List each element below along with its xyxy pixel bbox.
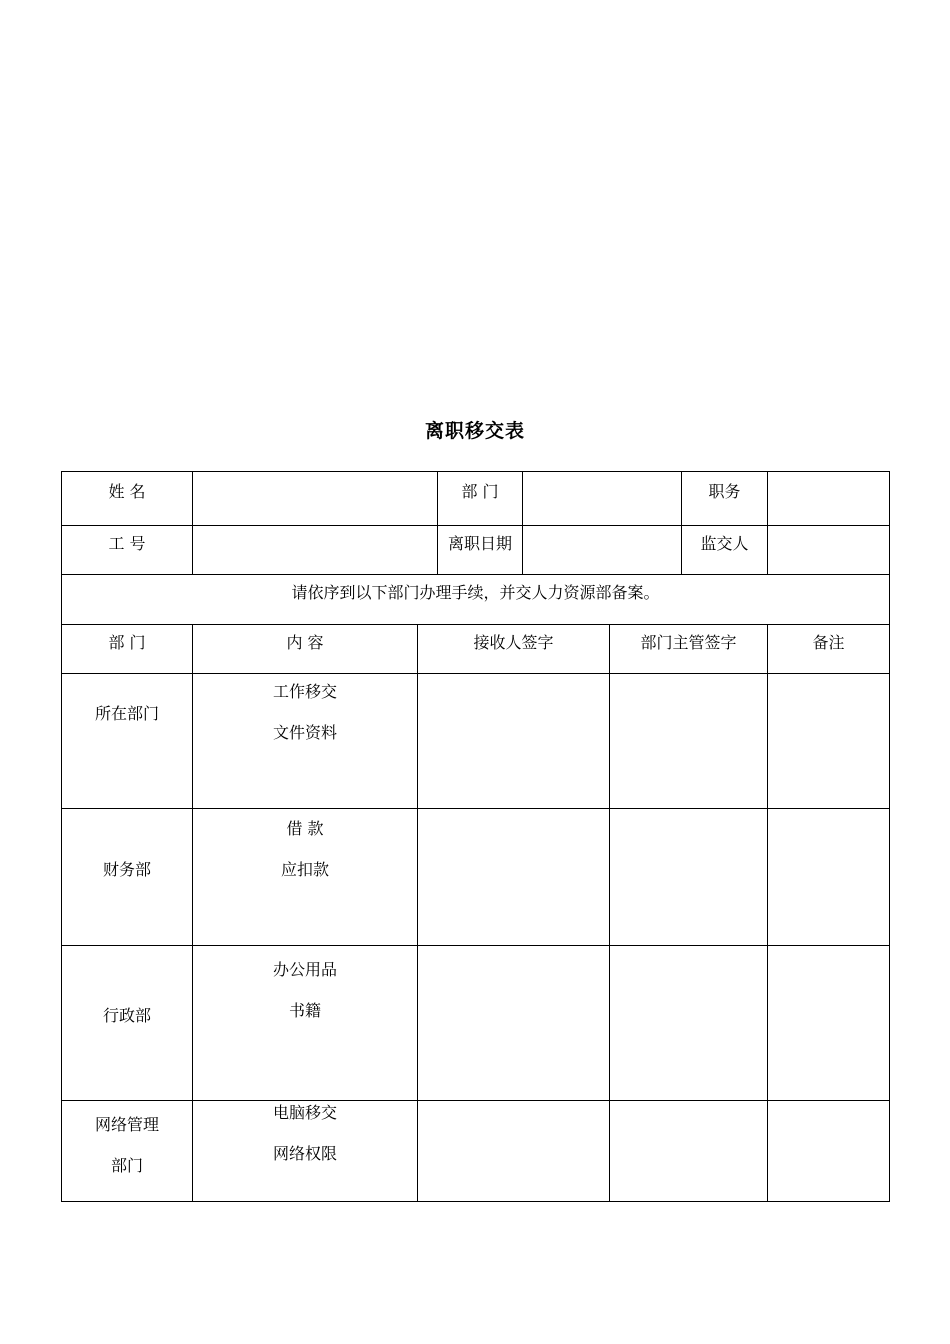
position-value-cell[interactable] — [768, 472, 890, 526]
dept-value-cell[interactable] — [523, 472, 682, 526]
table-row — [62, 809, 890, 946]
column-header-dept — [62, 625, 193, 674]
column-header-content — [193, 625, 418, 674]
leave-date-label: 离职日期 — [447, 534, 512, 553]
id-label: 工 号 — [108, 534, 146, 553]
column-header-receiver-sign-label: 接收人签字 — [473, 633, 554, 652]
column-header-dept-label: 部 门 — [108, 633, 146, 652]
handover-items-cell — [193, 1101, 418, 1202]
handover-item: 文件资料 — [272, 723, 337, 742]
column-header-manager-sign — [610, 625, 768, 674]
handover-item: 应扣款 — [280, 860, 329, 879]
handover-items-cell — [193, 809, 418, 946]
remarks-cell[interactable] — [768, 809, 890, 946]
remarks-cell[interactable] — [768, 1101, 890, 1202]
table-row — [62, 674, 890, 809]
department-name-cell — [62, 946, 193, 1101]
column-header-manager-sign-label: 部门主管签字 — [640, 633, 737, 652]
remarks-cell[interactable] — [768, 674, 890, 809]
receiver-sign-cell[interactable] — [418, 809, 610, 946]
department-name-line: 部门 — [110, 1156, 143, 1175]
handover-item: 网络权限 — [272, 1144, 337, 1163]
department-name-cell — [62, 1101, 193, 1202]
position-label: 职务 — [708, 482, 741, 501]
name-label-cell — [62, 472, 193, 526]
id-label-cell — [62, 526, 193, 575]
department-name-cell — [62, 809, 193, 946]
table-row — [62, 946, 890, 1101]
table-row — [62, 1101, 890, 1202]
column-header-content-label: 内 容 — [286, 633, 324, 652]
department-name: 所在部门 — [94, 704, 159, 723]
column-header-remarks — [768, 625, 890, 674]
department-name-line: 网络管理 — [94, 1115, 159, 1134]
manager-sign-cell[interactable] — [610, 674, 768, 809]
dept-label-cell — [438, 472, 523, 526]
remarks-cell[interactable] — [768, 946, 890, 1101]
position-label-cell — [682, 472, 768, 526]
handover-item: 借 款 — [286, 819, 324, 838]
dept-label: 部 门 — [461, 482, 499, 501]
department-name: 行政部 — [102, 1006, 151, 1025]
receiver-sign-cell[interactable] — [418, 946, 610, 1101]
column-header-remarks-label: 备注 — [812, 633, 845, 652]
handover-form-table — [61, 471, 890, 1202]
instruction-cell — [62, 575, 890, 625]
manager-sign-cell[interactable] — [610, 809, 768, 946]
receiver-sign-cell[interactable] — [418, 674, 610, 809]
column-header-receiver-sign — [418, 625, 610, 674]
id-value-cell[interactable] — [193, 526, 438, 575]
leave-date-value-cell[interactable] — [523, 526, 682, 575]
department-name: 财务部 — [102, 860, 151, 879]
supervisor-label: 监交人 — [700, 534, 749, 553]
name-label: 姓 名 — [108, 482, 146, 501]
handover-item: 办公用品 — [272, 960, 337, 979]
handover-items-cell — [193, 674, 418, 809]
department-name-cell — [62, 674, 193, 809]
handover-item: 电脑移交 — [272, 1103, 337, 1122]
supervisor-label-cell — [682, 526, 768, 575]
manager-sign-cell[interactable] — [610, 1101, 768, 1202]
page-title: 离职移交表 — [424, 420, 525, 442]
handover-item: 书籍 — [288, 1001, 321, 1020]
instruction-text: 请依序到以下部门办理手续，并交人力资源部备案。 — [291, 583, 660, 602]
handover-items-cell — [193, 946, 418, 1101]
name-value-cell[interactable] — [193, 472, 438, 526]
supervisor-value-cell[interactable] — [768, 526, 890, 575]
receiver-sign-cell[interactable] — [418, 1101, 610, 1202]
handover-item: 工作移交 — [272, 682, 337, 701]
manager-sign-cell[interactable] — [610, 946, 768, 1101]
leave-date-label-cell — [438, 526, 523, 575]
